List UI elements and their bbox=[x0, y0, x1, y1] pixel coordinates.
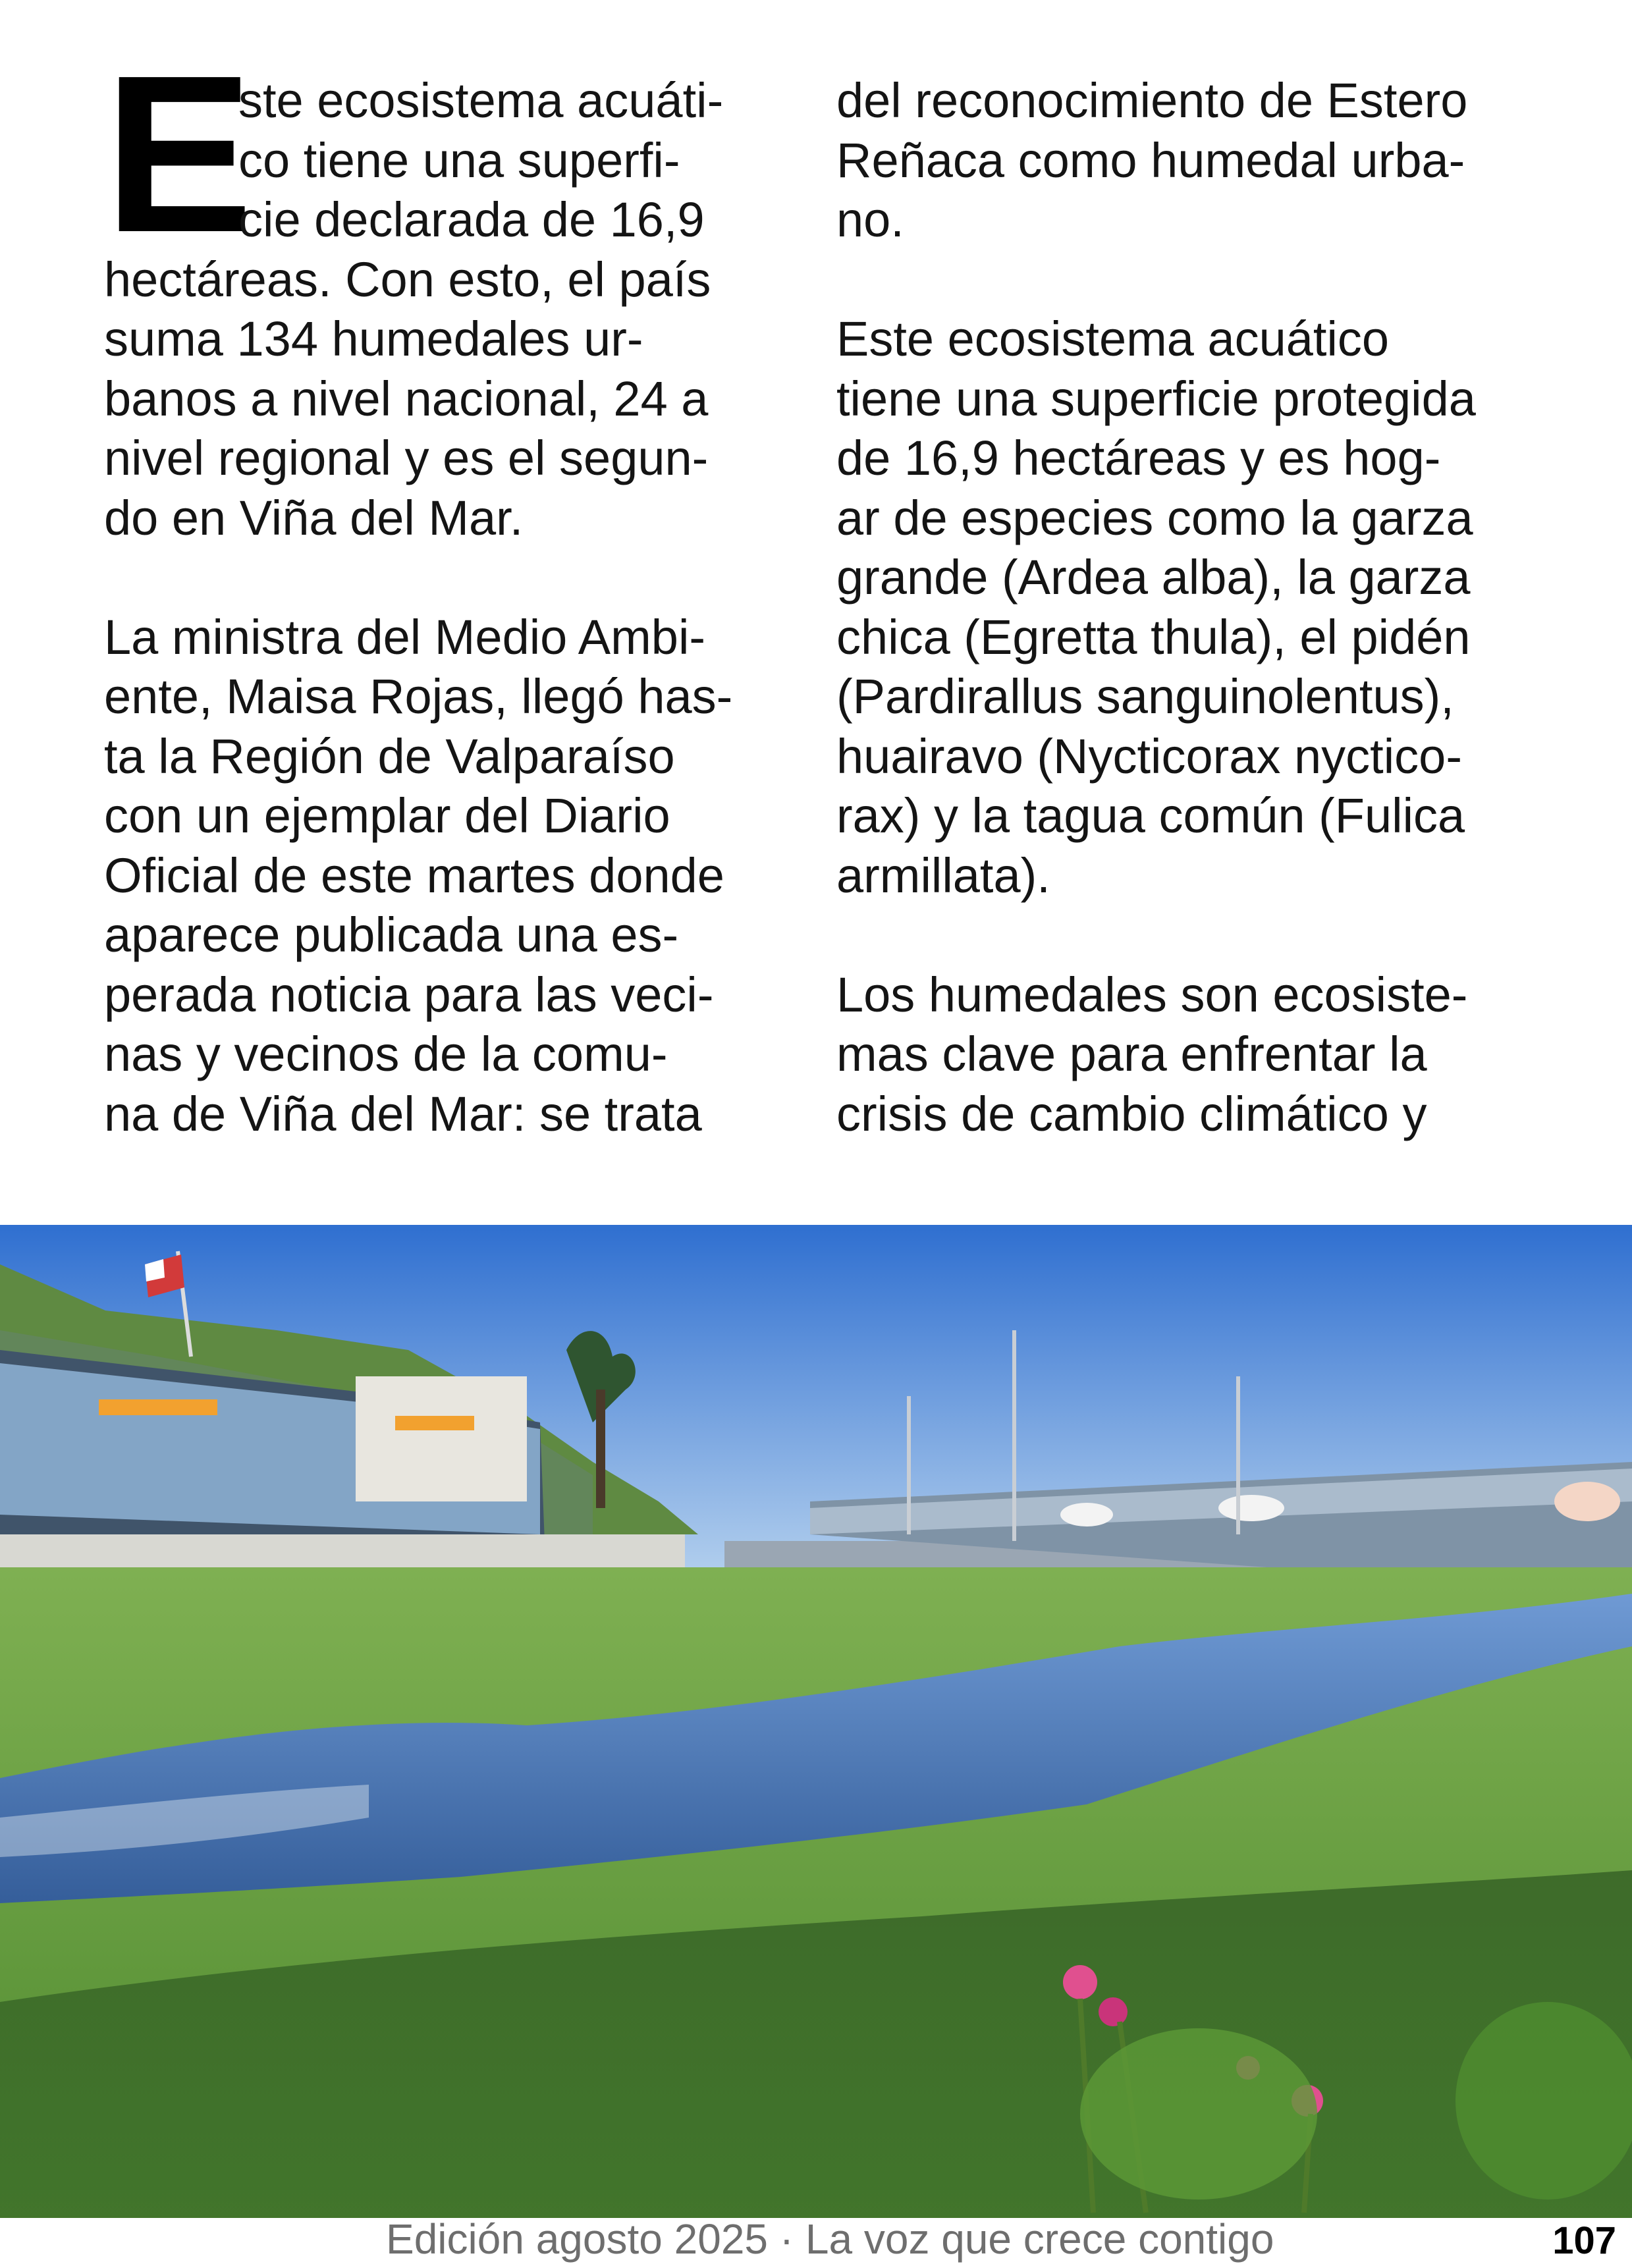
text-line: ar de especies como la garza bbox=[836, 490, 1473, 545]
text-line: ente, Maisa Rojas, llegó has- bbox=[104, 669, 733, 724]
paragraph-gap bbox=[104, 548, 769, 608]
text-line: del reconocimiento de Estero bbox=[836, 73, 1468, 128]
article-left-column bbox=[104, 29, 769, 1144]
footer-text: Edición agosto 2025 · La voz que crece contigo bbox=[386, 2215, 1274, 2263]
wetland-photo bbox=[0, 1225, 1632, 2218]
building-tower bbox=[356, 1376, 527, 1501]
text-line: nas y vecinos de la comu- bbox=[104, 1027, 668, 1081]
text-line: de 16,9 hectáreas y es hog- bbox=[836, 431, 1441, 485]
text-line: con un ejemplar del Diario bbox=[104, 788, 670, 843]
text-line: banos a nivel nacional, 24 a bbox=[104, 371, 709, 426]
text-line: rax) y la tagua común (Fulica bbox=[836, 788, 1465, 843]
text-line: suma 134 humedales ur- bbox=[104, 311, 643, 366]
text-line: (Pardirallus sanguinolentus), bbox=[836, 669, 1454, 724]
text-line: tiene una superficie protegida bbox=[836, 371, 1476, 426]
text-line: cie declarada de 16,9 bbox=[238, 192, 705, 247]
wetland-photo-illustration bbox=[0, 1225, 1632, 2218]
text-line: no. bbox=[836, 192, 904, 247]
paragraph-gap bbox=[836, 905, 1548, 965]
text-line: ste ecosistema acuáti- bbox=[238, 73, 724, 128]
text-line: crisis de cambio climático y bbox=[836, 1086, 1427, 1141]
text-line: grande (Ardea alba), la garza bbox=[836, 550, 1471, 605]
text-line: huairavo (Nycticorax nyctico- bbox=[836, 728, 1462, 784]
text-line: Este ecosistema acuático bbox=[836, 311, 1390, 366]
text-line: La ministra del Medio Ambi- bbox=[104, 609, 706, 664]
text-line: na de Viña del Mar: se trata bbox=[104, 1086, 702, 1141]
page-number: 107 bbox=[1552, 2219, 1616, 2262]
text-line: mas clave para enfrentar la bbox=[836, 1027, 1427, 1081]
paragraph-gap bbox=[836, 250, 1548, 310]
drop-cap: E bbox=[104, 29, 254, 279]
text-line: nivel regional y es el segun- bbox=[104, 431, 709, 485]
text-line: Reñaca como humedal urba- bbox=[836, 132, 1465, 188]
text-line: chica (Egretta thula), el pidén bbox=[836, 609, 1471, 664]
article-right-column bbox=[836, 71, 1548, 1144]
text-line: ta la Región de Valparaíso bbox=[104, 728, 675, 784]
text-line: do en Viña del Mar. bbox=[104, 490, 524, 545]
text-line: aparece publicada una es- bbox=[104, 907, 679, 962]
text-line: Los humedales son ecosiste- bbox=[836, 967, 1468, 1022]
text-line: perada noticia para las veci- bbox=[104, 967, 714, 1022]
text-line: co tiene una superfi- bbox=[238, 132, 680, 188]
text-line: hectáreas. Con esto, el país bbox=[104, 252, 711, 307]
text-line: armillata). bbox=[836, 848, 1050, 903]
text-line: Oficial de este martes donde bbox=[104, 848, 724, 903]
